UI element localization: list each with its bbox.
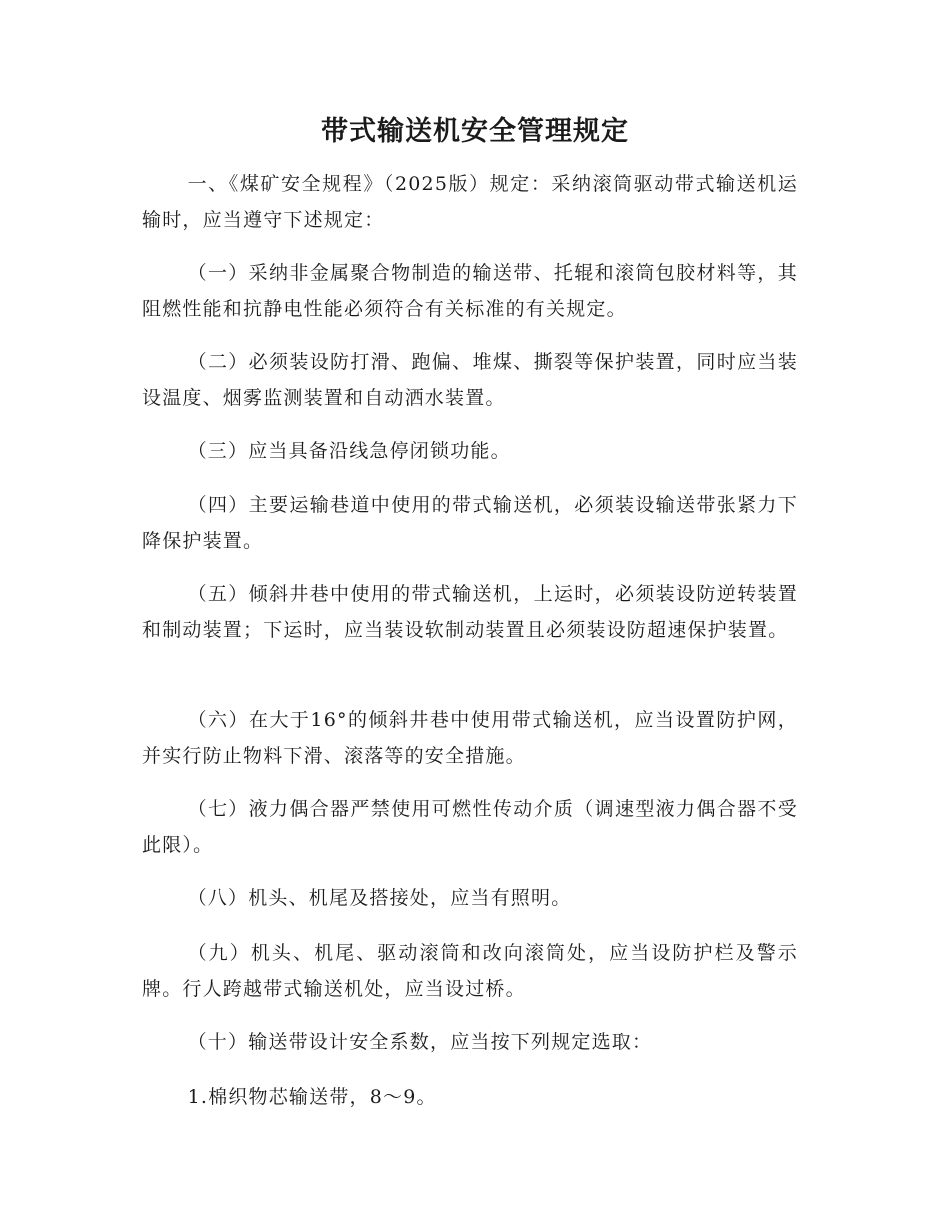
document-title: 带式输送机安全管理规定 (321, 116, 629, 147)
paragraph-item-10: （十）输送带设计安全系数，应当按下列规定选取： (187, 1031, 653, 1053)
paragraph-item-7: （七）液力偶合器严禁使用可燃性传动介质（调速型液力偶合器不受此限）。 (142, 798, 798, 856)
paragraph-item-3: （三）应当具备沿线急停闭锁功能。 (187, 440, 511, 462)
paragraph-item-8: （八）机头、机尾及搭接处，应当有照明。 (187, 887, 572, 909)
paragraph-intro: 一、《煤矿安全规程》（2025版）规定：采纳滚筒驱动带式输送机运输时，应当遵守下述规定： (142, 173, 798, 231)
paragraph-item-5: （五）倾斜井巷中使用的带式输送机，上运时，必须装设防逆转装置和制动装置；下运时，应当装设软制动装置且必须装设防超速保护装置。 (142, 583, 798, 641)
paragraph-item-1: （一）采纳非金属聚合物制造的输送带、托辊和滚筒包胶材料等，其阻燃性能和抗静电性能必须符合有关标准的有关规定。 (142, 262, 798, 320)
paragraph-item-9: （九）机头、机尾、驱动滚筒和改向滚筒处，应当设防护栏及警示牌。行人跨越带式输送机处，应当设过桥。 (142, 942, 798, 1000)
paragraph-subitem-1: 1.棉织物芯输送带，8～9。 (187, 1086, 437, 1108)
paragraph-item-6: （六）在大于16°的倾斜井巷中使用带式输送机，应当设置防护网，并实行防止物料下滑、滚落等的安全措施。 (142, 709, 798, 767)
paragraph-item-4: （四）主要运输巷道中使用的带式输送机，必须装设输送带张紧力下降保护装置。 (142, 494, 798, 552)
paragraph-item-2: （二）必须装设防打滑、跑偏、堆煤、撕裂等保护装置，同时应当装设温度、烟雾监测装置和自动洒水装置。 (142, 351, 798, 409)
